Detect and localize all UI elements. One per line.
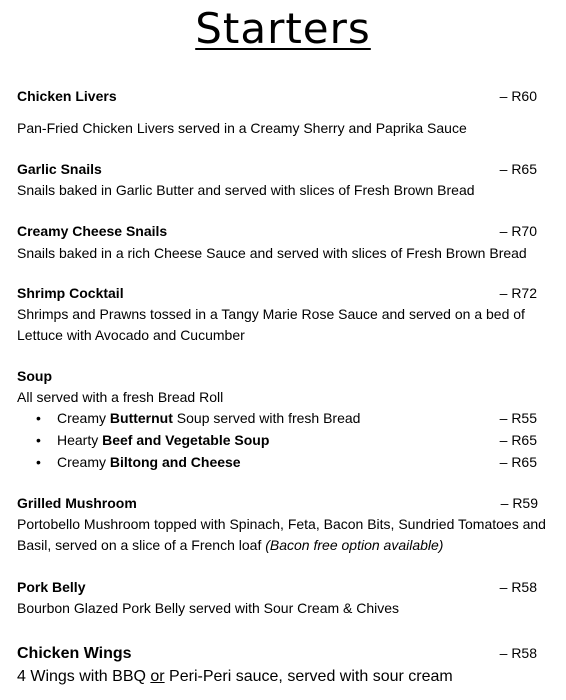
soup-option-text: Creamy Biltong and Cheese xyxy=(57,454,241,470)
menu-item-grilled-mushroom xyxy=(17,495,537,515)
menu-item-creamy-cheese-snails xyxy=(17,223,537,243)
soup-option-beef-vegetable xyxy=(17,432,537,452)
item-price: – R58 xyxy=(499,579,537,595)
item-price: – R65 xyxy=(499,161,537,177)
page-title: Starters xyxy=(195,4,371,53)
item-price: – R58 xyxy=(499,645,537,661)
menu-item-pork-belly xyxy=(17,579,537,599)
item-name: Garlic Snails xyxy=(17,161,102,177)
soup-option-butternut xyxy=(17,410,537,430)
item-name: Soup xyxy=(17,368,52,384)
item-description: 4 Wings with BBQ or Peri-Peri sauce, served with sour cream xyxy=(17,668,453,685)
item-description: Snails baked in Garlic Butter and served with slices of Fresh Brown Bread xyxy=(17,182,475,198)
menu-item-shrimp-cocktail xyxy=(17,285,537,305)
bullet-icon: • xyxy=(36,410,41,426)
item-price: – R70 xyxy=(499,223,537,239)
menu-item-chicken-wings xyxy=(17,645,537,665)
item-description: All served with a fresh Bread Roll xyxy=(17,389,224,405)
item-name: Grilled Mushroom xyxy=(17,495,137,511)
item-description: Portobello Mushroom topped with Spinach, Feta, Bacon Bits, Sundried Tomatoes and Basil, served on a slice of a French loaf (Bacon free option available) xyxy=(17,516,546,553)
item-price: – R59 xyxy=(500,495,538,511)
item-note: (Bacon free option available) xyxy=(265,537,444,553)
menu-item-garlic-snails xyxy=(17,161,537,181)
menu-item-chicken-livers xyxy=(17,88,537,108)
soup-option-text: Hearty Beef and Vegetable Soup xyxy=(57,432,270,448)
bullet-icon: • xyxy=(36,454,41,470)
bullet-icon: • xyxy=(36,432,41,448)
item-description: Shrimps and Prawns tossed in a Tangy Marie Rose Sauce and served on a bed of Lettuce with Avocado and Cucumber xyxy=(17,306,525,343)
item-name: Chicken Livers xyxy=(17,88,117,104)
item-name: Pork Belly xyxy=(17,579,86,595)
item-name: Shrimp Cocktail xyxy=(17,285,124,301)
item-price: – R55 xyxy=(499,410,537,426)
item-price: – R72 xyxy=(499,285,537,301)
soup-option-biltong-cheese xyxy=(17,454,537,474)
item-price: – R65 xyxy=(499,454,537,470)
item-name: Creamy Cheese Snails xyxy=(17,223,168,239)
soup-option-text: Creamy Butternut Soup served with fresh Bread xyxy=(57,410,361,426)
item-description: Bourbon Glazed Pork Belly served with Sour Cream & Chives xyxy=(17,600,400,616)
item-description: Pan-Fried Chicken Livers served in a Creamy Sherry and Paprika Sauce xyxy=(17,120,467,136)
item-name: Chicken Wings xyxy=(17,645,132,662)
item-description: Snails baked in a rich Cheese Sauce and served with slices of Fresh Brown Bread xyxy=(17,245,527,261)
item-price: – R60 xyxy=(499,88,537,104)
item-price: – R65 xyxy=(499,432,537,448)
menu-item-soup xyxy=(17,368,537,388)
